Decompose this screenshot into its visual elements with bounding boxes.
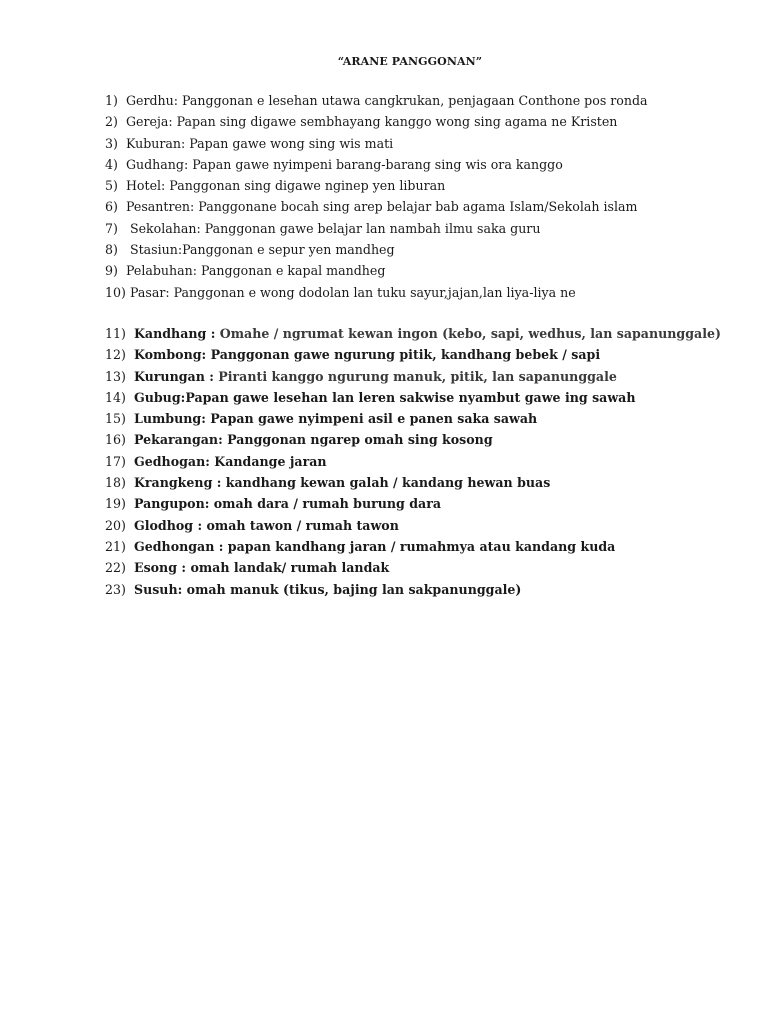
- item-definition: Panggonan ngarep omah sing kosong: [222, 432, 493, 448]
- item-definition: Papan gawe lesehan lan leren sakwise nyambut gawe ing sawah: [185, 389, 636, 405]
- item-definition: Kandange jaran: [209, 453, 327, 469]
- item-text: Gereja: Papan sing digawe sembhayang kanggo wong sing agama ne Kristen: [125, 114, 618, 130]
- item-number: 15): [105, 411, 126, 427]
- item-text: Kuburan: Papan gawe wong sing wis mati: [125, 135, 394, 151]
- list-item: [105, 493, 745, 514]
- list-item: [105, 323, 745, 344]
- item-term: Pekarangan:: [133, 432, 223, 448]
- item-term: Susuh:: [133, 581, 183, 597]
- item-number: 10): [105, 284, 126, 300]
- list-item: [105, 344, 745, 365]
- item-spacer: [126, 411, 134, 426]
- item-text: Hotel: Panggonan sing digawe nginep yen liburan: [125, 178, 446, 194]
- item-term: Kurungan :: [133, 368, 214, 384]
- item-spacer: [126, 369, 134, 384]
- item-definition: Omahe / ngrumat kewan ingon (kebo, sapi, wedhus, lan sapanunggale): [215, 325, 721, 341]
- item-number: 13): [105, 368, 126, 384]
- item-spacer: [126, 390, 134, 405]
- item-term: Lumbung:: [133, 411, 206, 427]
- list-item: [105, 451, 745, 472]
- item-definition: omah dara / rumah burung dara: [209, 496, 442, 512]
- item-term: Gubug:: [133, 389, 186, 405]
- item-number: 22): [105, 560, 126, 576]
- item-definition: papan kandhang jaran / rumahmya atau kandang kuda: [223, 538, 616, 554]
- item-spacer: [126, 560, 134, 575]
- item-number: 6): [105, 199, 118, 215]
- item-number: 11): [105, 325, 126, 341]
- place-list: [105, 90, 745, 600]
- item-number: 17): [105, 453, 126, 469]
- item-definition: omah tawon / rumah tawon: [202, 517, 399, 533]
- item-number: 1): [105, 93, 118, 108]
- item-spacer: [118, 199, 126, 214]
- item-spacer: [126, 454, 134, 469]
- list-item: [105, 175, 745, 196]
- list-item: [105, 515, 745, 536]
- list-item: [105, 472, 745, 493]
- item-number: 19): [105, 496, 126, 512]
- item-term: Pangupon:: [133, 496, 210, 512]
- item-definition: Piranti kanggo ngurung manuk, pitik, lan sapanunggale: [213, 368, 617, 384]
- list-item: [105, 196, 745, 217]
- item-spacer: [126, 326, 134, 341]
- item-text: Gudhang: Papan gawe nyimpeni barang-barang sing wis ora kanggo: [125, 156, 563, 172]
- item-term: Gedhongan :: [133, 538, 224, 554]
- item-spacer: [118, 136, 126, 151]
- item-number: 5): [105, 178, 118, 194]
- item-number: 3): [105, 135, 118, 151]
- item-spacer: [126, 582, 134, 597]
- item-number: 7): [105, 220, 118, 236]
- item-definition: omah landak/ rumah landak: [186, 560, 390, 576]
- list-item: [105, 282, 745, 303]
- item-number: 4): [105, 156, 118, 172]
- list-item: [105, 90, 745, 111]
- item-spacer: [118, 157, 126, 172]
- list-item: [105, 387, 745, 408]
- item-term: Kandhang :: [133, 325, 216, 341]
- item-number: 21): [105, 538, 126, 554]
- list-item: [105, 429, 745, 450]
- item-spacer: [118, 221, 130, 236]
- item-number: 9): [105, 263, 118, 279]
- item-spacer: [126, 347, 134, 362]
- item-spacer: [118, 178, 126, 193]
- list-item: [105, 579, 745, 600]
- list-item: [105, 260, 745, 281]
- bold-items-section: [105, 323, 745, 600]
- item-spacer: [126, 475, 134, 490]
- list-item: [105, 557, 745, 578]
- item-definition: omah manuk (tikus, bajing lan sakpanunggale): [182, 581, 522, 597]
- item-number: 23): [105, 581, 126, 597]
- item-text: Pasar: Panggonan e wong dodolan lan tuku sayur,jajan,lan liya-liya ne: [129, 284, 576, 300]
- item-number: 18): [105, 475, 126, 491]
- item-spacer: [126, 496, 134, 511]
- item-text: Pesantren: Panggonane bocah sing arep belajar bab agama Islam/Sekolah islam: [125, 199, 638, 215]
- item-spacer: [126, 518, 134, 533]
- item-term: Kombong:: [133, 347, 207, 363]
- item-text: Stasiun:Panggonan e sepur yen mandheg: [129, 242, 395, 258]
- plain-items-section: [105, 90, 745, 303]
- item-term: Glodhog :: [133, 517, 203, 533]
- list-item: [105, 218, 745, 239]
- list-item: [105, 239, 745, 260]
- item-definition: Papan gawe nyimpeni asil e panen saka sawah: [205, 411, 538, 427]
- item-term: Krangkeng :: [133, 475, 222, 491]
- document-title: “ARANE PANGGONAN”: [337, 55, 483, 68]
- item-spacer: [118, 263, 126, 278]
- item-spacer: [126, 539, 134, 554]
- item-number: 2): [105, 114, 118, 130]
- section-gap: [105, 303, 745, 323]
- item-number: 12): [105, 347, 126, 363]
- item-definition: kandhang kewan galah / kandang hewan buas: [221, 475, 551, 491]
- item-text: Sekolahan: Panggonan gawe belajar lan nambah ilmu saka guru: [129, 220, 541, 236]
- item-spacer: [118, 114, 126, 129]
- item-number: 8): [105, 242, 118, 258]
- list-item: [105, 366, 745, 387]
- item-text: Gerdhu: Panggonan e lesehan utawa cangkrukan, penjagaan Conthone pos ronda: [125, 93, 648, 108]
- item-term: Esong :: [133, 560, 187, 576]
- item-number: 14): [105, 389, 126, 405]
- list-item: [105, 154, 745, 175]
- list-item: [105, 133, 745, 154]
- item-spacer: [118, 242, 130, 257]
- item-text: Pelabuhan: Panggonan e kapal mandheg: [125, 263, 386, 279]
- item-number: 16): [105, 432, 126, 448]
- item-definition: Panggonan gawe ngurung pitik, kandhang bebek / sapi: [206, 347, 601, 363]
- list-item: [105, 111, 745, 132]
- list-item: [105, 536, 745, 557]
- item-spacer: [118, 93, 126, 108]
- list-item: [105, 408, 745, 429]
- item-term: Gedhogan:: [133, 453, 210, 469]
- item-spacer: [126, 432, 134, 447]
- item-number: 20): [105, 517, 126, 533]
